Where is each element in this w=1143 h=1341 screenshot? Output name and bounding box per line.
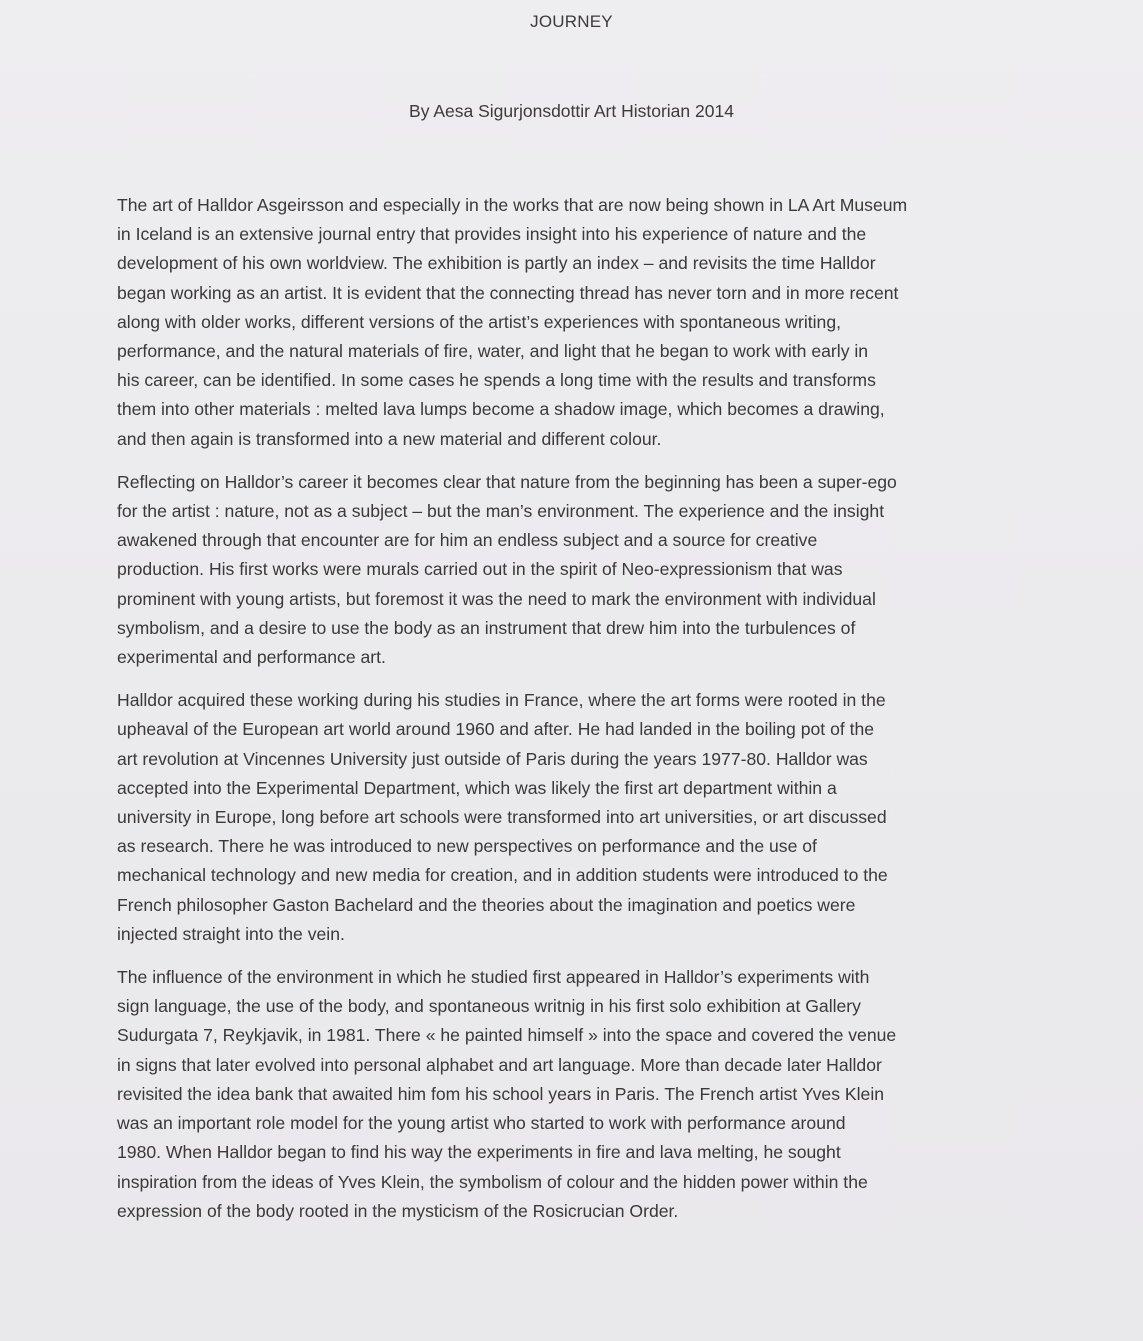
text-line: art revolution at Vincennes University just outside of Paris during the years 1977-80. Halldor was [117, 748, 868, 769]
text-line: began working as an artist. It is evident that the connecting thread has never torn and in more recent [117, 282, 899, 303]
text-line: development of his own worldview. The exhibition is partly an index – and revisits the time Halldor [117, 253, 876, 274]
text-line: revisited the idea bank that awaited him fom his school years in Paris. The French artist Yves Klein [117, 1083, 885, 1104]
text-line: them into other materials : melted lava lumps become a shadow image, which becomes a drawing, [117, 399, 885, 420]
text-line: 1980. When Halldor began to find his way the experiments in fire and lava melting, he sought [117, 1142, 841, 1163]
text-line: performance, and the natural materials of fire, water, and light that he began to work with early in [117, 341, 869, 362]
text-line: in signs that later evolved into personal alphabet and art language. More than decade later Halldor [117, 1054, 882, 1075]
text-line: sign language, the use of the body, and spontaneous writnig in his first solo exhibition at Gallery [117, 996, 861, 1017]
text-line: upheaval of the European art world around 1960 and after. He had landed in the boiling pot of the [117, 719, 875, 740]
text-line: accepted into the Experimental Department, which was likely the first art department within a [117, 777, 837, 798]
text-line: and then again is transformed into a new material and different colour. [117, 428, 662, 449]
document-byline: By Aesa Sigurjonsdottir Art Historian 2014 [409, 101, 734, 121]
paragraph-3 [117, 686, 1042, 949]
text-line: Halldor acquired these working during his studies in France, where the art forms were rooted in the [117, 690, 886, 711]
text-line: for the artist : nature, not as a subject – but the man’s environment. The experience and the insight [117, 501, 885, 522]
text-line: prominent with young artists, but foremost it was the need to mark the environment with individual [117, 588, 876, 609]
text-line: university in Europe, long before art schools were transformed into art universities, or art discussed [117, 807, 887, 828]
text-line: awakened through that encounter are for him an endless subject and a source for creative [117, 530, 818, 551]
text-line: injected straight into the vein. [117, 923, 345, 944]
text-line: production. His first works were murals carried out in the spirit of Neo-expressionism that was [117, 559, 843, 580]
paragraph-4 [117, 963, 1042, 1226]
text-line: experimental and performance art. [117, 647, 386, 668]
paragraph-1 [117, 191, 1042, 454]
text-line: expression of the body rooted in the mysticism of the Rosicrucian Order. [117, 1200, 679, 1221]
document-body [117, 191, 1042, 1240]
text-line: French philosopher Gaston Bachelard and the theories about the imagination and poetics were [117, 894, 856, 915]
text-line: The influence of the environment in which he studied first appeared in Halldor’s experiments with [117, 967, 870, 988]
text-line: symbolism, and a desire to use the body as an instrument that drew him into the turbulences of [117, 617, 856, 638]
text-line: Reflecting on Halldor’s career it becomes clear that nature from the beginning has been a super-ego [117, 471, 897, 492]
document-title: JOURNEY [530, 12, 613, 31]
text-line: his career, can be identified. In some cases he spends a long time with the results and transforms [117, 370, 876, 391]
text-line: Sudurgata 7, Reykjavik, in 1981. There « he painted himself » into the space and covered the venue [117, 1025, 897, 1046]
text-line: in Iceland is an extensive journal entry that provides insight into his experience of nature and the [117, 224, 867, 245]
text-line: along with older works, different versions of the artist’s experiences with spontaneous writing, [117, 311, 841, 332]
text-line: was an important role model for the young artist who started to work with performance around [117, 1113, 846, 1134]
text-line: mechanical technology and new media for creation, and in addition students were introduced to the [117, 865, 888, 886]
text-line: inspiration from the ideas of Yves Klein, the symbolism of colour and the hidden power within the [117, 1171, 868, 1192]
text-line: as research. There he was introduced to new perspectives on performance and the use of [117, 836, 817, 857]
paragraph-2 [117, 468, 1042, 672]
text-line: The art of Halldor Asgeirsson and especially in the works that are now being shown in LA Art Museum [117, 195, 908, 215]
